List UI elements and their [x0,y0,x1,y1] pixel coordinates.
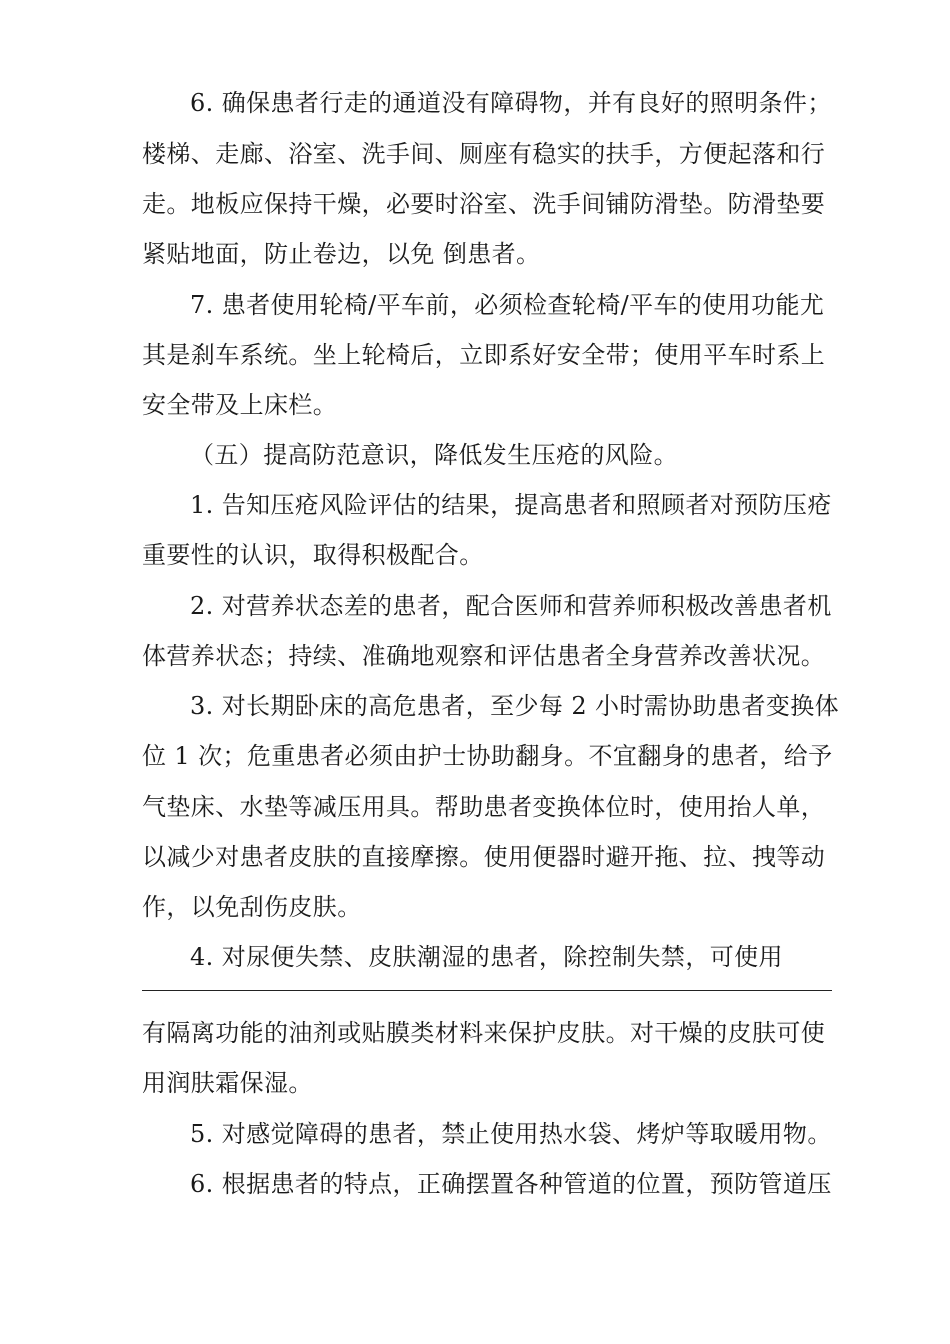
text-line-19: 有隔离功能的油剂或贴膜类材料来保护皮肤。对干燥的皮肤可使 [142,1019,826,1047]
text-line-7: 安全带及上床栏。 [142,391,338,419]
text-line-5: 7. 患者使用轮椅/平车前，必须检查轮椅/平车的使用功能尤 [190,291,825,319]
text-line-22: 6. 根据患者的特点，正确摆置各种管道的位置，预防管道压 [190,1170,832,1198]
section-heading: （五）提高防范意识，降低发生压疮的风险。 [190,441,678,469]
text-line-9: 1. 告知压疮风险评估的结果，提高患者和照顾者对预防压疮 [190,491,832,519]
text-line-6: 其是刹车系统。坐上轮椅后，立即系好安全带；使用平车时系上 [142,341,826,369]
horizontal-divider [142,990,832,991]
text-line-3: 走。地板应保持干燥，必要时浴室、洗手间铺防滑垫。防滑垫要 [142,190,826,218]
text-line-12: 体营养状态；持续、准确地观察和评估患者全身营养改善状况。 [142,642,826,670]
text-line-14: 位 1 次；危重患者必须由护士协助翻身。不宜翻身的患者，给予 [142,742,833,770]
text-line-13: 3. 对长期卧床的高危患者，至少每 2 小时需协助患者变换体 [190,692,840,720]
text-line-18: 4. 对尿便失禁、皮肤潮湿的患者，除控制失禁，可使用 [190,943,783,971]
text-line-4: 紧贴地面，防止卷边，以免 倒患者。 [142,240,541,268]
text-line-16: 以减少对患者皮肤的直接摩擦。使用便器时避开拖、拉、拽等动 [142,843,826,871]
text-line-11: 2. 对营养状态差的患者，配合医师和营养师积极改善患者机 [190,592,832,620]
text-line-15: 气垫床、水垫等减压用具。帮助患者变换体位时，使用抬人单， [142,793,826,821]
text-line-20: 用润肤霜保湿。 [142,1069,313,1097]
text-line-17: 作，以免刮伤皮肤。 [142,893,362,921]
text-line-10: 重要性的认识，取得积极配合。 [142,541,484,569]
text-line-2: 楼梯、走廊、浴室、洗手间、厕座有稳实的扶手，方便起落和行 [142,140,826,168]
text-line-21: 5. 对感觉障碍的患者，禁止使用热水袋、烤炉等取暖用物。 [190,1120,832,1148]
text-line-1: 6. 确保患者行走的通道没有障碍物，并有良好的照明条件； [190,89,832,117]
